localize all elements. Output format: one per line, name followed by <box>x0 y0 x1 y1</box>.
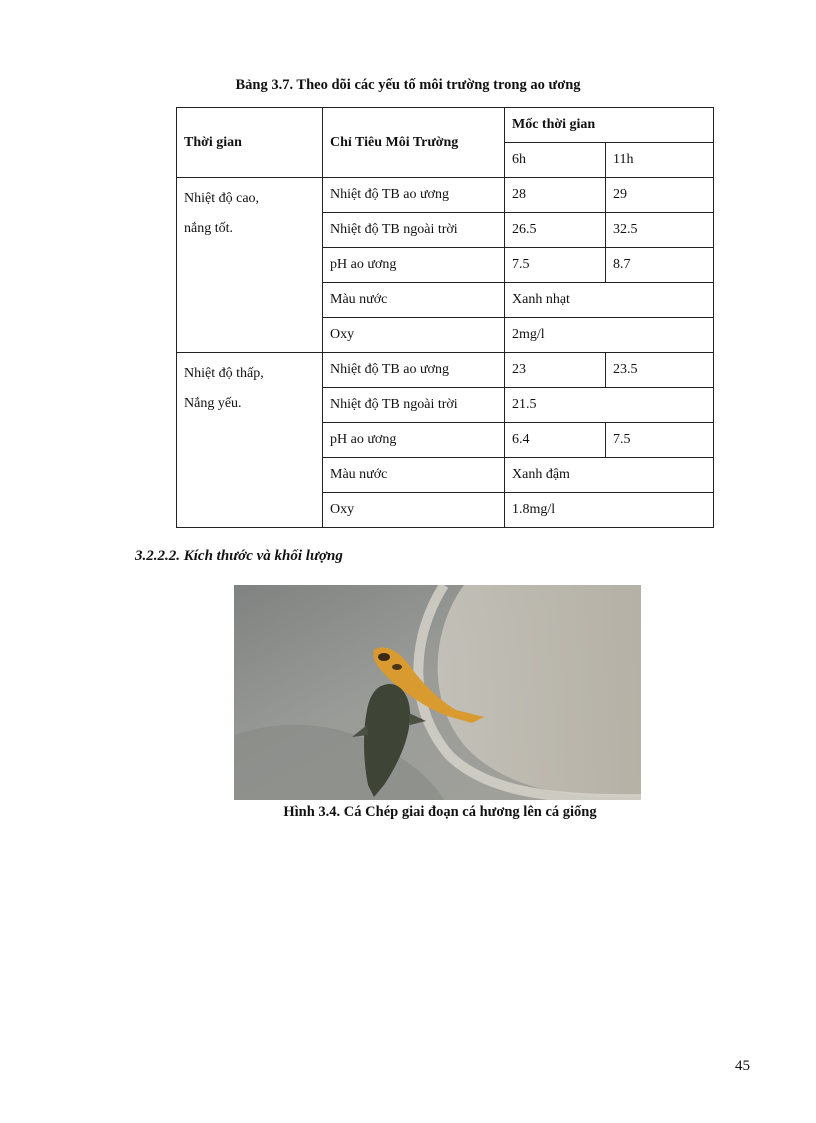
value-11h-cell: 32.5 <box>606 213 714 248</box>
indicator-cell: Oxy <box>323 318 505 353</box>
value-merged-cell: 21.5 <box>505 388 714 423</box>
table-header-row <box>177 108 714 143</box>
table-row <box>177 178 714 213</box>
value-6h-cell: 7.5 <box>505 248 606 283</box>
group-label-line: Nhiệt độ cao, <box>184 191 260 206</box>
indicator-cell: Nhiệt độ TB ngoài trời <box>323 388 505 423</box>
indicator-cell: Oxy <box>323 493 505 528</box>
table-row <box>177 353 714 388</box>
fish-photo-illustration <box>234 585 641 800</box>
environment-table <box>176 107 714 528</box>
indicator-cell: Màu nước <box>323 458 505 493</box>
header-11h: 11h <box>606 143 714 178</box>
indicator-cell: Nhiệt độ TB ao ương <box>323 353 505 388</box>
fish-photo <box>234 585 641 800</box>
header-indicator: Chỉ Tiêu Môi Trường <box>323 108 505 178</box>
header-6h: 6h <box>505 143 606 178</box>
indicator-cell: Nhiệt độ TB ao ương <box>323 178 505 213</box>
value-merged-cell: Xanh nhạt <box>505 283 714 318</box>
value-11h-cell: 23.5 <box>606 353 714 388</box>
value-merged-cell: Xanh đậm <box>505 458 714 493</box>
value-11h-cell: 7.5 <box>606 423 714 458</box>
value-6h-cell: 6.4 <box>505 423 606 458</box>
value-merged-cell: 1.8mg/l <box>505 493 714 528</box>
value-merged-cell: 2mg/l <box>505 318 714 353</box>
group-label-line: Nắng yếu. <box>184 396 242 411</box>
figure-caption: Hình 3.4. Cá Chép giai đoạn cá hương lên cá giống <box>283 804 597 820</box>
page-number: 45 <box>735 1058 750 1074</box>
table-caption: Bảng 3.7. Theo dõi các yếu tố môi trường trong ao ương <box>235 77 581 93</box>
indicator-cell: Màu nước <box>323 283 505 318</box>
value-11h-cell: 29 <box>606 178 714 213</box>
section-heading: 3.2.2.2. Kích thước và khối lượng <box>135 548 343 564</box>
group-label-high-temp <box>177 178 323 353</box>
indicator-cell: pH ao ương <box>323 248 505 283</box>
group-label-line: nắng tốt. <box>184 221 233 236</box>
group-label-low-temp <box>177 353 323 528</box>
value-6h-cell: 28 <box>505 178 606 213</box>
value-11h-cell: 8.7 <box>606 248 714 283</box>
group-label-line: Nhiệt độ thấp, <box>184 366 264 381</box>
header-milestone: Mốc thời gian <box>505 108 714 143</box>
header-time: Thời gian <box>177 108 323 178</box>
value-6h-cell: 23 <box>505 353 606 388</box>
indicator-cell: pH ao ương <box>323 423 505 458</box>
value-6h-cell: 26.5 <box>505 213 606 248</box>
indicator-cell: Nhiệt độ TB ngoài trời <box>323 213 505 248</box>
